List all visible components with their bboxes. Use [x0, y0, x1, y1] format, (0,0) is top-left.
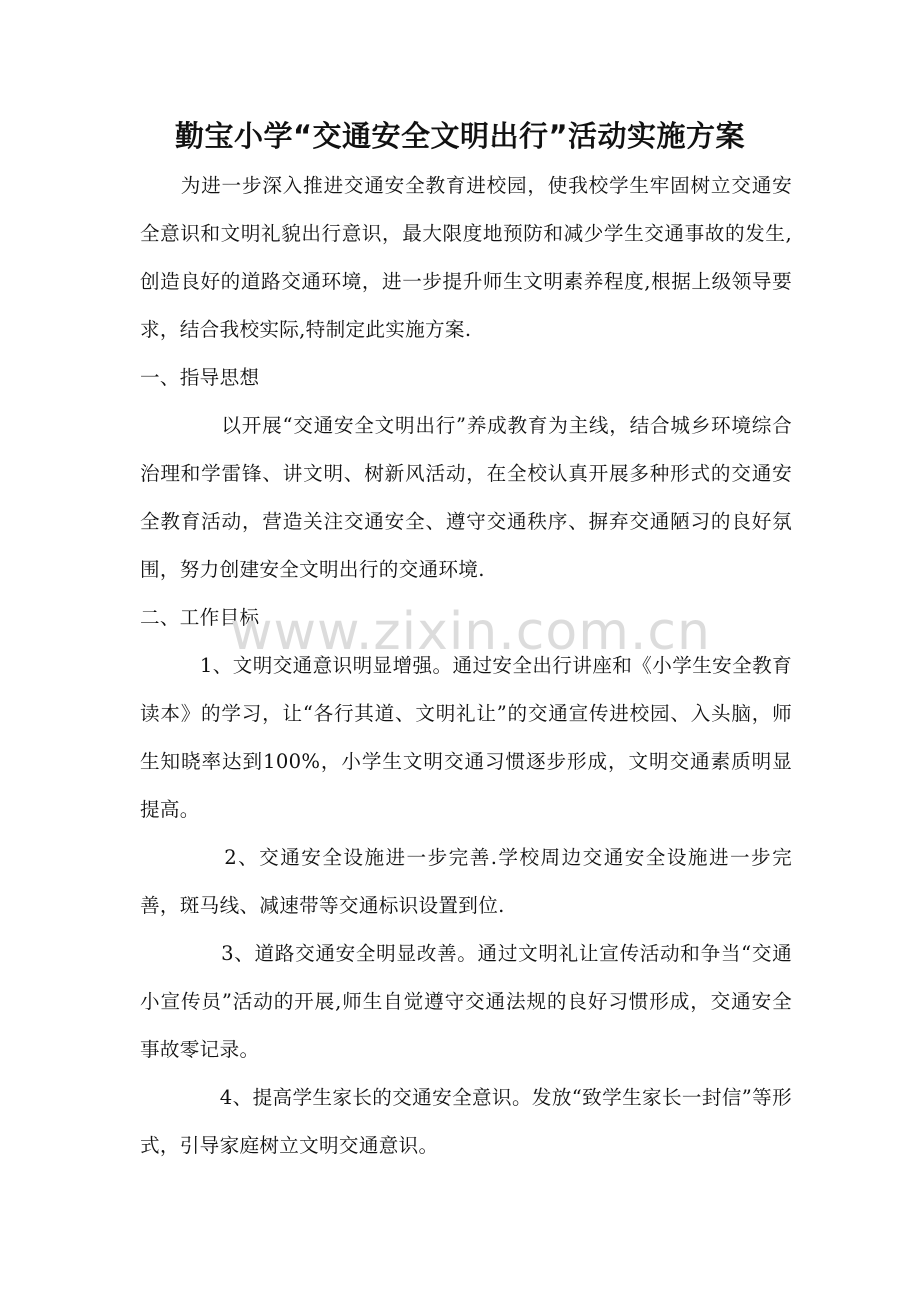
section-heading-guiding-idea: 一、指导思想 [140, 366, 260, 389]
watermark: www.zixin.com.cn [230, 602, 711, 662]
goal-item-2: 2、交通安全设施进一步完善.学校周边交通安全设施进一步完善，斑马线、减速带等交通标识设置到位. [140, 846, 792, 917]
goal-item-4: 4、提高学生家长的交通安全意识。发放“致学生家长一封信”等形式，引导家庭树立文明交通意识。 [140, 1086, 792, 1157]
section-heading-work-goals: 二、工作目标 [140, 606, 260, 629]
intro-paragraph: 为进一步深入推进交通安全教育进校园，使我校学生牢固树立交通安全意识和文明礼貌出行意识，最大限度地预防和减少学生交通事故的发生,创造良好的道路交通环境，进一步提升师生文明素养程度,根据上级领导要求，结合我校实际,特制定此实施方案. [140, 174, 792, 341]
goal-item-1: 1、文明交通意识明显增强。通过安全出行讲座和《小学生安全教育读本》的学习，让“各行其道、文明礼让”的交通宣传进校园、入头脑，师生知晓率达到100%，小学生文明交通习惯逐步形成，文明交通素质明显提高。 [140, 654, 792, 821]
goal-item-3: 3、道路交通安全明显改善。通过文明礼让宣传活动和争当“交通小宣传员”活动的开展,师生自觉遵守交通法规的良好习惯形成，交通安全事故零记录。 [140, 942, 792, 1061]
guiding-idea-paragraph: 以开展“交通安全文明出行”养成教育为主线，结合城乡环境综合治理和学雷锋、讲文明、树新风活动，在全校认真开展多种形式的交通安全教育活动，营造关注交通安全、遵守交通秩序、摒弃交通陋习的良好氛围，努力创建安全文明出行的交通环境. [140, 414, 792, 581]
document-title: 勤宝小学“交通安全文明出行”活动实施方案 [174, 119, 746, 153]
